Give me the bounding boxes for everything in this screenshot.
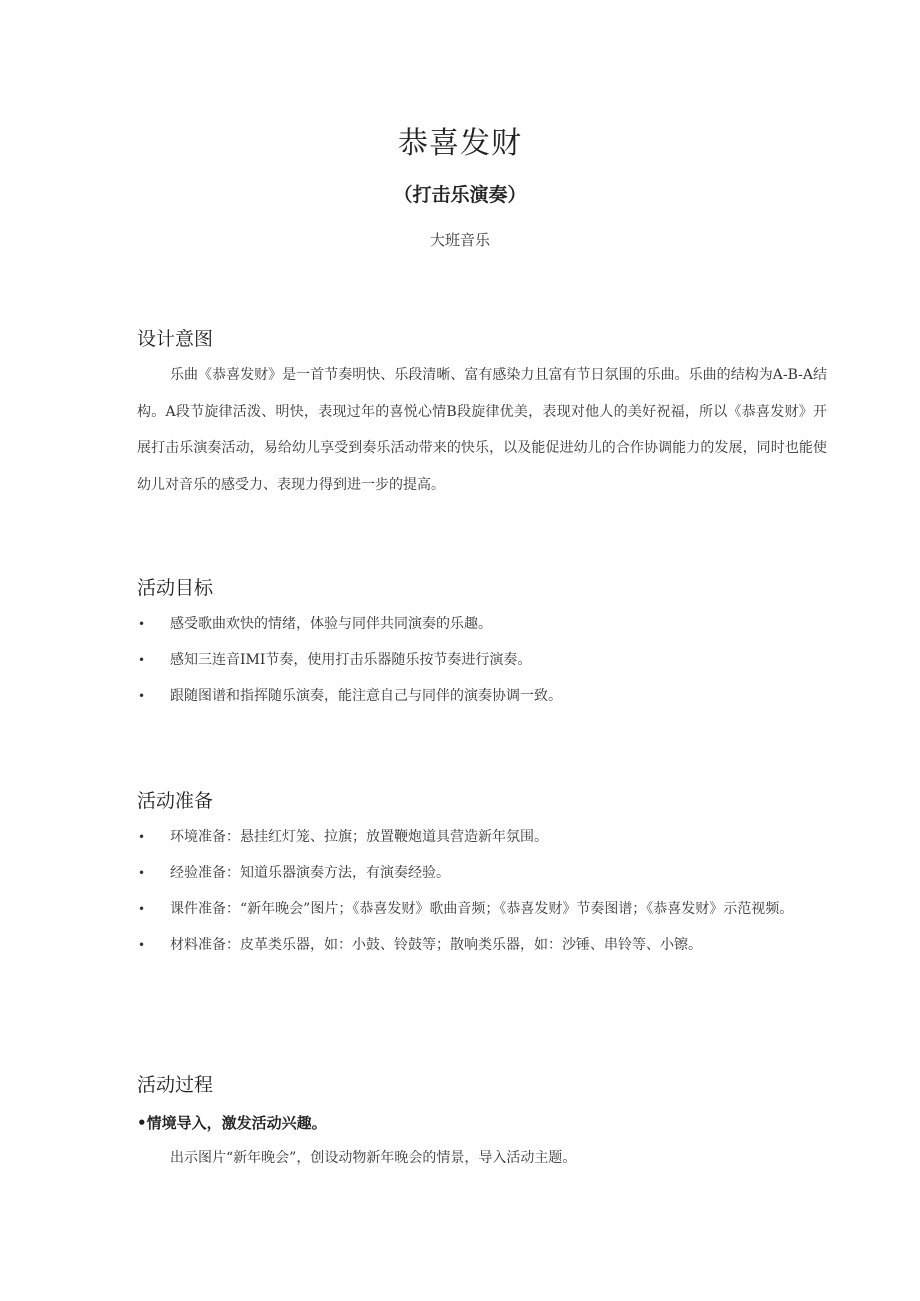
section-heading-goals: 活动目标 — [137, 577, 214, 599]
list-item — [137, 678, 827, 714]
document-subtitle: （打击乐演奏） — [393, 184, 527, 206]
design-paragraph: 乐曲《恭喜发财》是一首节奏明快、乐段清晰、富有感染力且富有节日氛围的乐曲。乐曲的结构为A-B-A结构。A段节旋律活泼、明快，表现过年的喜悦心情B段旋律优美，表现对他人的美好祝福，所以《恭喜发财》开展打击乐演奏活动，易给幼儿享受到奏乐活动带来的快乐，以及能促进幼儿的合作协调能力的发展，同时也能使幼儿对音乐的感受力、表现力得到进一步的提高。 — [137, 367, 827, 493]
list-item — [137, 642, 827, 678]
list-item — [137, 819, 827, 855]
bullet-icon: • — [138, 938, 146, 952]
document-title: 恭喜发财 — [398, 126, 522, 161]
section-heading-design: 设计意图 — [137, 328, 214, 350]
bullet-icon: • — [138, 830, 146, 844]
list-item — [137, 891, 827, 927]
goal-text: 跟随图谱和指挥随乐演奏，能注意自己与同伴的演奏协调一致。 — [170, 688, 562, 704]
section-heading-prep: 活动准备 — [137, 790, 214, 812]
list-item — [137, 606, 827, 642]
list-item — [137, 927, 827, 963]
goal-text: 感受歌曲欢快的情绪，体验与同伴共同演奏的乐趣。 — [170, 616, 492, 632]
prep-text: 经验准备：知道乐器演奏方法，有演奏经验。 — [170, 865, 450, 881]
bullet-icon: • — [138, 866, 146, 880]
grade-label: 大班音乐 — [429, 231, 490, 249]
bullet-icon: • — [138, 653, 146, 667]
prep-text: 环境准备：悬挂红灯笼、拉旗；放置鞭炮道具营造新年氛围。 — [170, 829, 548, 845]
process-step-label: •情境导入，激发活动兴趣。 — [137, 1114, 327, 1132]
bullet-icon: • — [138, 617, 146, 631]
prep-text: 课件准备：“新年晚会”图片；《恭喜发财》歌曲音频；《恭喜发财》节奏图谱；《恭喜发财》示范视频。 — [170, 901, 794, 917]
section-heading-process: 活动过程 — [137, 1074, 214, 1096]
goals-list — [137, 606, 827, 714]
prep-text: 材料准备：皮革类乐器，如：小鼓、铃鼓等；散响类乐器，如：沙锤、串铃等、小镲。 — [170, 937, 702, 953]
prep-list — [137, 819, 827, 963]
bullet-icon: • — [138, 902, 146, 916]
process-step-text: 出示图片“新年晚会”，创设动物新年晚会的情景，导入活动主题。 — [170, 1150, 577, 1166]
bullet-icon: • — [138, 689, 146, 703]
goal-text: 感知三连音IMI节奏，使用打击乐器随乐按节奏进行演奏。 — [170, 652, 532, 668]
list-item — [137, 855, 827, 891]
